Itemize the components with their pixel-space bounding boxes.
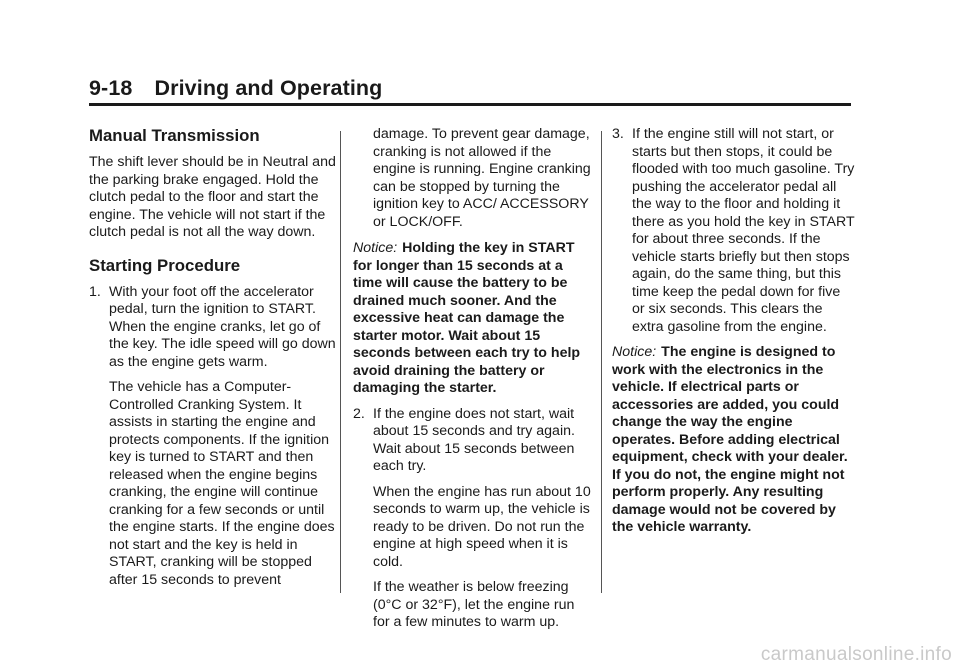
header-rule [89,103,851,106]
step-note: The vehicle has a Computer-Controlled Cranking System. It assists in starting the engine and protects components. If the ignition key is turned to START and then released when the engine begins cranking, the engine will continue cranking for a few seconds or until the engine starts. If the engine does not start and the key is held in START, cranking will be stopped after 15 seconds to prevent [109,379,335,588]
step-text: If the engine still will not start, or starts but then stops, it could be flooded with too much gasoline. Try pushing the accelerator pedal all the way to the floor and holding it there as you hold the key in START for about three seconds. If the vehicle starts briefly but then stops again, do the same thing, but this time keep the pedal down for five or six seconds. This clears the extra gasoline from the engine. [632,126,855,335]
step-text: If the engine does not start, wait about 15 seconds and try again. Wait about 15 seconds between each try. [373,405,575,474]
step-number: 3. [612,126,624,142]
notice-text: The engine is designed to work with the electronics in the vehicle. If electrical parts or accessories are added, you could change the way the engine operates. Before adding electrical equipment, check with your dealer. If you do not, the engine might not perform properly. Any resulting damage would not be covered by the vehicle warranty. [612,344,848,535]
step-2 [353,406,591,632]
notice-text: Holding the key in START for longer than 15 seconds at a time will cause the battery to be drained much sooner. And the excessive heat can damage the starter motor. Wait about 15 seconds between each try to help avoid draining the battery or damaging the starter. [353,240,581,396]
starting-procedure-heading: Starting Procedure [89,255,241,275]
step-note: When the engine has run about 10 seconds to warm up, the vehicle is ready to be driven. Do not run the engine at high speed when it is cold. [373,483,591,570]
notice-label: Notice: [353,240,398,256]
column-divider-2 [601,131,602,593]
column-2 [353,126,591,640]
page-header [89,78,382,100]
notice-battery [353,240,591,398]
step-3 [612,126,856,336]
step-note: If the weather is below freezing (0°C or 32°F), let the engine run for a few minutes to warm up. [373,579,575,630]
notice-label: Notice: [612,344,657,360]
column-1 [89,126,341,597]
step-number: 1. [89,283,101,300]
page-number: 9-18 [89,76,133,100]
manual-transmission-text: The shift lever should be in Neutral and the parking brake engaged. Hold the clutch pedal to the floor and start the engine. The vehicle will not start if the clutch pedal is not all the way down. [89,154,336,240]
step-text: With your foot off the accelerator pedal, turn the ignition to START. When the engine cranks, let go of the key. The idle speed will go down as the engine gets warm. [109,283,336,370]
column-3 [612,126,856,545]
watermark: carmanualsonline.info [760,644,952,665]
manual-transmission-heading: Manual Transmission [89,126,260,145]
step-1-continued [353,126,591,231]
step-note-continued: damage. To prevent gear damage, cranking is not allowed if the engine is running. Engine cranking can be stopped by turning the ignition key to ACC/ ACCESSORY or LOCK/OFF. [373,126,591,230]
notice-electronics [612,344,856,537]
section-title: Driving and Operating [154,76,383,100]
step-1 [89,284,341,590]
step-number: 2. [353,405,365,422]
